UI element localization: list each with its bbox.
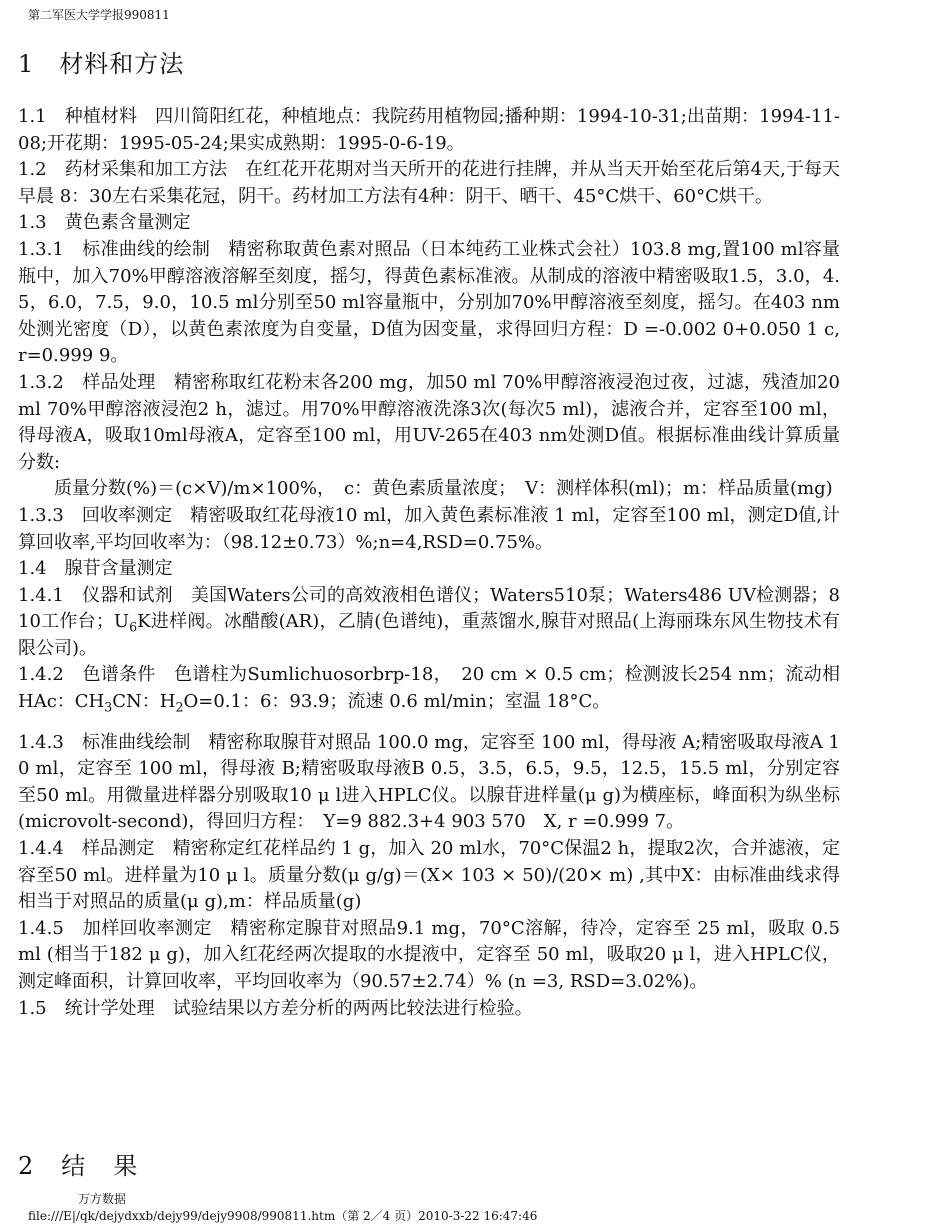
section-title-results: 2 结 果: [18, 1152, 140, 1180]
paragraph-1-4-5: 1.4.5 加样回收率测定 精密称定腺苷对照品9.1 mg，70°C溶解，待冷，定容至 25 ml，吸取 0.5 ml (相当于182 μ g)，加入红花经两次提取的水提液中，定容至 50 ml，吸取20 μ l，进入HPLC仪，测定峰面积，计算回收率，平均回收率为（90.57±2.74）% (n =3, RSD=3.02%)。: [18, 917, 840, 992]
paragraph-formula: 质量分数(%)＝(c×V)/m×100%， c：黄色素质量浓度； V：测样体积(ml)；m：样品质量(mg): [54, 478, 833, 500]
text-segment: CN：H: [112, 691, 176, 713]
paragraph-1-4-1: [18, 583, 840, 663]
subscript: 6: [129, 619, 138, 635]
text-segment: K进样阀。冰醋酸(AR)，乙腈(色谱纯)，重蒸馏水,腺苷对照品(上海丽珠东风生物技术有限公司)。: [18, 611, 840, 659]
subscript: 2: [175, 699, 184, 715]
subscript: 3: [104, 699, 113, 715]
paragraph-1-1: 1.1 种植材料 四川简阳红花，种植地点：我院药用植物园;播种期：1994-10-31;出苗期：1994-11-08;开花期：1995-05-24;果实成熟期：1995-0-6-19。: [18, 106, 840, 154]
paragraph-1-4-3: 1.4.3 标准曲线绘制 精密称取腺苷对照品 100.0 mg，定容至 100 ml，得母液 A;精密吸取母液A 10 ml，定容至 100 ml，得母液 B;精密吸取母液B 0.5，3.5，6.5，9.5，12.5，15.5 ml，分别定容至50 ml。用微量进样器分别吸取10 μ l进入HPLC仪。以腺苷进样量(μ g)为横座标，峰面积为纵坐标(microvolt-second)，得回归方程： Y=9 882.3+4 903 570 X, r =0.999 7。: [18, 731, 840, 833]
heading-1-3: 1.3 黄色素含量测定: [18, 212, 191, 234]
article-body: [18, 104, 840, 1022]
paragraph-1-3-3: 1.3.3 回收率测定 精密吸取红花母液10 ml，加入黄色素标准液 1 ml，定容至100 ml，测定D值,计算回收率,平均回收率为：（98.12±0.73）%;n=4,RSD=0.75%。: [18, 504, 840, 553]
paragraph-1-5: 1.5 统计学处理 试验结果以方差分析的两两比较法进行检验。: [18, 997, 533, 1019]
paragraph-1-4-2: [18, 662, 840, 715]
text-segment: O=0.1：6：93.9；流速 0.6 ml/min；室温 18°C。: [183, 691, 611, 713]
text-segment: 1.4.1 仪器和试剂 美国Waters公司的高效液相色谱仪；Waters510泵；Waters486 UV检测器；810工作台；U: [18, 584, 840, 633]
paragraph-1-4-4: 1.4.4 样品测定 精密称定红花样品约 1 g，加入 20 ml水，70°C保温2 h，提取2次，合并滤液，定容至50 ml。进样量为10 μ l。质量分数(μ g/g)＝(X× 103 × 50)/(20× m) ,其中X：由标准曲线求得相当于对照品的质量(μ g),m：样品质量(g): [18, 838, 840, 913]
heading-1-4: 1.4 腺苷含量测定: [18, 558, 173, 580]
paragraph-1-3-1: 1.3.1 标准曲线的绘制 精密称取黄色素对照品（日本纯药工业株式会社）103.8 mg,置100 ml容量瓶中，加入70%甲醇溶液溶解至刻度，摇匀，得黄色素标准液。从制成的溶液中精密吸取1.5，3.0，4.5，6.0，7.5，9.0，10.5 ml分别至50 ml容量瓶中，分别加70%甲醇溶液至刻度，摇匀。在403 nm处测光密度（D），以黄色素浓度为自变量，D值为因变量，求得回归方程：D =-0.002 0+0.050 1 c, r=0.999 9。: [18, 238, 840, 367]
paragraph-1-2: 1.2 药材采集和加工方法 在红花开花期对当天所开的花进行挂牌，并从当天开始至花后第4天,于每天早晨 8：30左右采集花冠，阴干。药材加工方法有4种：阴干、晒干、45°C烘干、60°C烘干。: [18, 159, 840, 207]
paragraph-1-3-2: 1.3.2 样品处理 精密称取红花粉末各200 mg，加50 ml 70%甲醇溶液浸泡过夜，过滤，残渣加20 ml 70%甲醇溶液浸泡2 h，滤过。用70%甲醇溶液洗涤3次(每次5 ml)，滤液合并，定容至100 ml，得母液A，吸取10ml母液A，定容至100 ml，用UV-265在403 nm处测D值。根据标准曲线计算质量分数:: [18, 371, 840, 473]
text-segment: 1.4.2 色谱条件 色谱柱为Sumlichuosorbrp-18， 20 cm × 0.5 cm；检测波长254 nm；流动相 HAc：CH: [18, 664, 840, 713]
journal-header: 第二军医大学学报990811: [28, 8, 170, 22]
section-title-methods: 1 材料和方法: [18, 50, 185, 78]
file-path-footer: file:///E|/qk/dejydxxb/dejy99/dejy9908/990811.htm（第 2／4 页）2010-3-22 16:47:46: [28, 1209, 538, 1223]
watermark-logo-text: 万方数据: [78, 1192, 127, 1206]
